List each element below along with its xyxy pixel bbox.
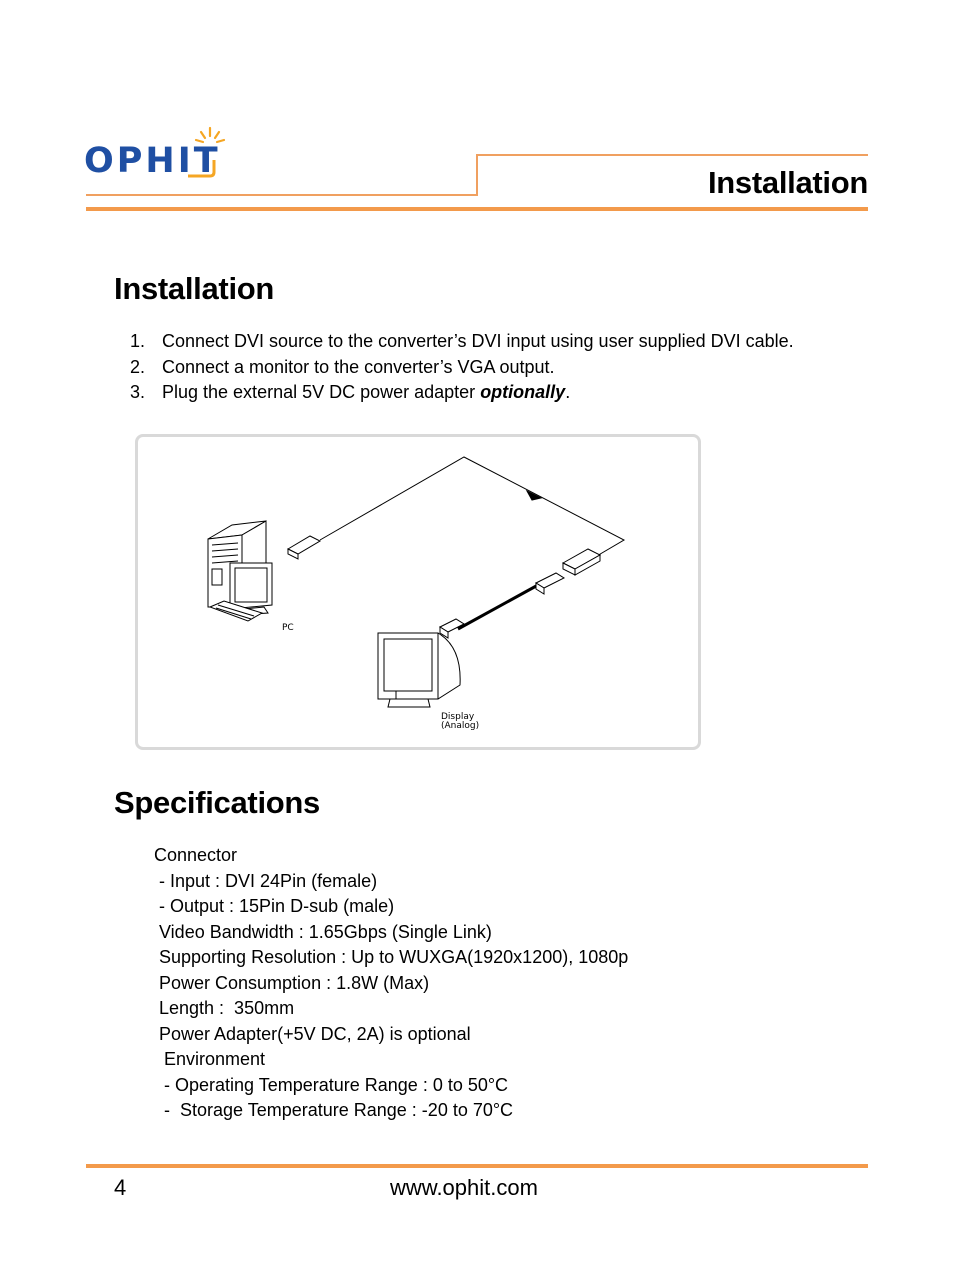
header-title: Installation: [707, 165, 868, 200]
step-item: [130, 329, 794, 355]
installation-steps: [130, 329, 794, 406]
header-rule-bottom: [86, 207, 868, 211]
step-item: [130, 380, 794, 406]
footer-url[interactable]: www.ophit.com: [390, 1175, 538, 1200]
spec-line: Supporting Resolution : Up to WUXGA(1920x1200), 1080p: [154, 947, 629, 967]
display-label-analog: (Analog): [441, 721, 480, 731]
dvi-cable: [320, 457, 624, 560]
spec-line: Video Bandwidth : 1.65Gbps (Single Link): [154, 921, 492, 942]
installation-diagram: [135, 434, 701, 750]
converter-icon: [536, 549, 600, 594]
step-text: Connect DVI source to the converter’s DVI input using user supplied DVI cable.: [162, 331, 794, 351]
page-number: 4: [114, 1175, 127, 1200]
pc-label: PC: [282, 623, 294, 633]
step-number: 2.: [130, 356, 146, 377]
spec-line: Length : 350mm: [154, 998, 295, 1018]
step-number: 3.: [130, 382, 146, 402]
crt-display-icon: [378, 633, 460, 707]
specifications-list: [154, 843, 628, 1124]
spec-line: Power Adapter(+5V DC, 2A) is optional: [154, 1023, 471, 1044]
step-text: Connect a monitor to the converter’s VGA output.: [162, 356, 555, 377]
logo-sun-icon: [196, 128, 224, 142]
spec-line: Connector: [154, 845, 238, 865]
installation-title: Installation: [114, 271, 275, 306]
step-number: 1.: [130, 331, 146, 351]
spec-line: - Output : 15Pin D-sub (male): [154, 896, 395, 916]
spec-line: Power Consumption : 1.8W (Max): [154, 972, 430, 993]
ophit-logo: [84, 124, 249, 188]
spec-line: - Operating Temperature Range : 0 to 50°C: [154, 1074, 509, 1095]
spec-line: - Input : DVI 24Pin (female): [154, 870, 378, 891]
vga-cable: [458, 585, 538, 629]
connection-diagram: [138, 437, 698, 747]
dvi-plug-icon: [288, 536, 320, 559]
step-item: [130, 355, 794, 381]
spec-line: - Storage Temperature Range : -20 to 70°C: [154, 1100, 514, 1120]
header-rule-top-right: [476, 154, 868, 156]
step-emphasis: optionally: [480, 382, 566, 402]
step-text-end: .: [565, 382, 571, 402]
display-label: Display: [441, 712, 475, 722]
specifications-title: Specifications: [114, 785, 320, 820]
footer-rule: [86, 1164, 868, 1168]
spec-line: Environment: [154, 1049, 266, 1069]
logo-text: OPHIT: [84, 141, 221, 181]
header-rule-left: [86, 194, 476, 196]
step-text: Plug the external 5V DC power adapter: [162, 382, 481, 402]
header-rule-step: [476, 154, 478, 196]
